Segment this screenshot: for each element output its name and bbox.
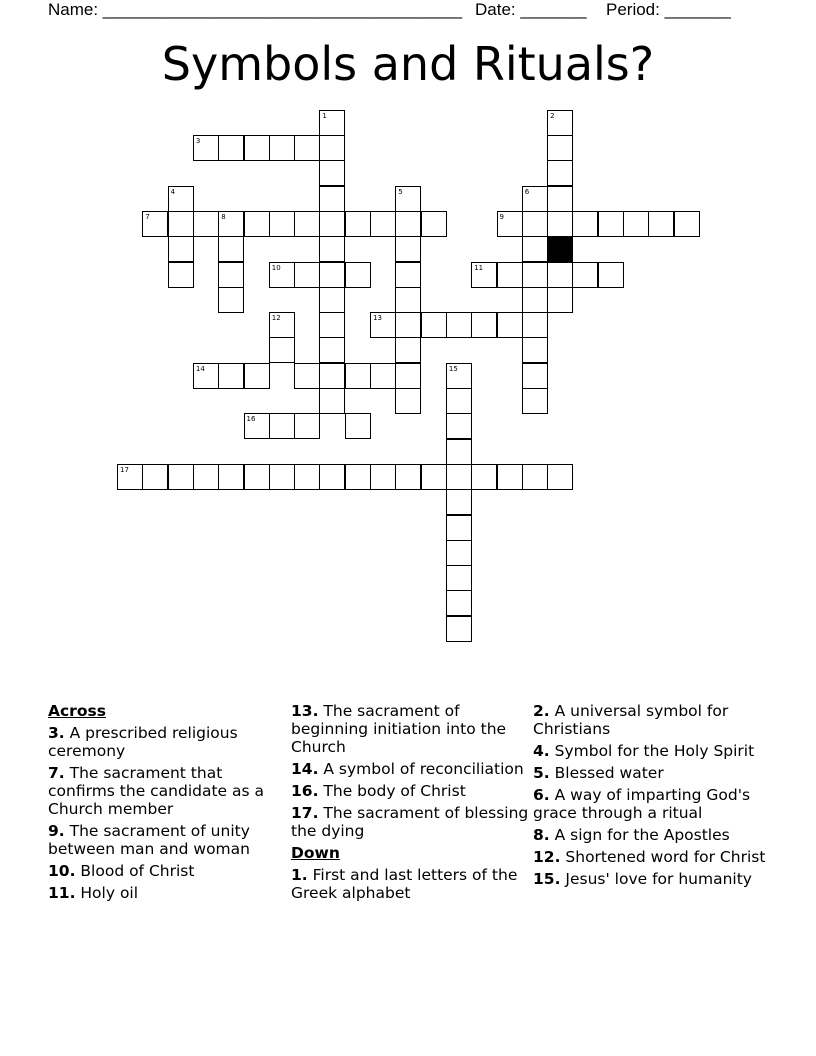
grid-cell[interactable] xyxy=(598,211,624,237)
clue-num: 5. xyxy=(533,764,550,782)
grid-cell[interactable] xyxy=(547,160,573,186)
grid-cell[interactable] xyxy=(269,211,295,237)
down-heading: Down xyxy=(291,844,340,862)
grid-cell[interactable] xyxy=(547,211,573,237)
clue-text: The body of Christ xyxy=(323,782,466,800)
clue-number: 15 xyxy=(448,364,458,373)
grid-cell[interactable] xyxy=(168,262,194,288)
grid-cell[interactable] xyxy=(244,464,270,490)
clue-item xyxy=(48,724,286,760)
grid-cell[interactable] xyxy=(319,464,345,490)
period-field[interactable]: Period: _______ xyxy=(606,0,731,19)
grid-cell[interactable] xyxy=(395,287,421,313)
grid-cell[interactable] xyxy=(218,211,244,237)
grid-cell[interactable] xyxy=(446,413,472,439)
grid-cell[interactable] xyxy=(319,211,345,237)
clue-num: 11. xyxy=(48,884,76,902)
grid-cell[interactable] xyxy=(446,590,472,616)
grid-cell[interactable] xyxy=(168,211,194,237)
grid-cell[interactable] xyxy=(294,464,320,490)
grid-cell[interactable] xyxy=(244,413,270,439)
grid-cell[interactable] xyxy=(421,211,447,237)
grid-cell[interactable] xyxy=(319,262,345,288)
clue-item xyxy=(533,764,773,782)
clue-num: 14. xyxy=(291,760,319,778)
grid-cell[interactable] xyxy=(547,464,573,490)
grid-cell[interactable] xyxy=(319,363,345,389)
grid-cell[interactable] xyxy=(497,464,523,490)
clue-text: A universal symbol for Christians xyxy=(533,702,729,738)
clue-number: 2 xyxy=(550,111,555,120)
grid-cell[interactable] xyxy=(522,388,548,414)
clues-column-3 xyxy=(533,702,773,892)
grid-cell[interactable] xyxy=(269,135,295,161)
grid-cell[interactable] xyxy=(623,211,649,237)
grid-cell[interactable] xyxy=(395,211,421,237)
grid-cell[interactable] xyxy=(421,312,447,338)
grid-cell[interactable] xyxy=(446,489,472,515)
grid-cell[interactable] xyxy=(370,211,396,237)
grid-cell[interactable] xyxy=(345,464,371,490)
grid-cell[interactable] xyxy=(142,464,168,490)
grid-cell[interactable] xyxy=(522,211,548,237)
grid-block xyxy=(547,236,573,262)
grid-cell[interactable] xyxy=(345,262,371,288)
clue-num: 3. xyxy=(48,724,65,742)
grid-cell[interactable] xyxy=(446,565,472,591)
grid-cell[interactable] xyxy=(319,236,345,262)
grid-cell[interactable] xyxy=(446,616,472,642)
grid-cell[interactable] xyxy=(294,262,320,288)
clue-number: 17 xyxy=(120,465,129,474)
grid-cell[interactable] xyxy=(168,464,194,490)
clue-num: 12. xyxy=(533,848,561,866)
clue-num: 2. xyxy=(533,702,550,720)
grid-cell[interactable] xyxy=(446,515,472,541)
clue-text: A sign for the Apostles xyxy=(554,826,730,844)
clue-number: 4 xyxy=(170,187,176,196)
clue-text: Jesus' love for humanity xyxy=(565,870,752,888)
grid-cell[interactable] xyxy=(395,312,421,338)
grid-cell[interactable] xyxy=(547,186,573,212)
grid-cell[interactable] xyxy=(572,211,598,237)
clue-text: Blood of Christ xyxy=(80,862,195,880)
grid-cell[interactable] xyxy=(319,312,345,338)
name-field[interactable]: Name: ______________________________________ xyxy=(48,0,463,19)
grid-cell[interactable] xyxy=(319,388,345,414)
grid-cell[interactable] xyxy=(117,464,143,490)
clue-number: 8 xyxy=(221,212,226,221)
grid-cell[interactable] xyxy=(471,312,497,338)
clue-item xyxy=(533,826,773,844)
clue-number: 13 xyxy=(373,314,382,323)
clue-num: 8. xyxy=(533,826,550,844)
clue-number: 9 xyxy=(499,212,504,221)
grid-cell[interactable] xyxy=(193,363,219,389)
grid-cell[interactable] xyxy=(522,262,548,288)
grid-cell[interactable] xyxy=(522,337,548,363)
clue-number: 12 xyxy=(271,314,281,323)
clue-num: 10. xyxy=(48,862,76,880)
clue-num: 13. xyxy=(291,702,319,720)
grid-cell[interactable] xyxy=(244,135,270,161)
grid-cell[interactable] xyxy=(446,388,472,414)
grid-cell[interactable] xyxy=(497,312,523,338)
grid-cell[interactable] xyxy=(547,135,573,161)
grid-cell[interactable] xyxy=(168,236,194,262)
grid-cell[interactable] xyxy=(244,211,270,237)
grid-cell[interactable] xyxy=(218,236,244,262)
clue-item xyxy=(48,764,286,818)
grid-cell[interactable] xyxy=(471,262,497,288)
grid-cell[interactable] xyxy=(648,211,674,237)
grid-cell[interactable] xyxy=(370,312,396,338)
grid-cell[interactable] xyxy=(294,413,320,439)
grid-cell[interactable] xyxy=(193,135,219,161)
grid-cell[interactable] xyxy=(218,135,244,161)
clue-item xyxy=(48,862,286,880)
clue-item xyxy=(291,760,529,778)
clue-num: 1. xyxy=(291,866,308,884)
clue-item xyxy=(533,848,773,866)
clue-num: 17. xyxy=(291,804,319,822)
grid-cell[interactable] xyxy=(319,337,345,363)
grid-cell[interactable] xyxy=(294,211,320,237)
grid-cell[interactable] xyxy=(142,211,168,237)
across-heading: Across xyxy=(48,702,106,720)
grid-cell[interactable] xyxy=(522,236,548,262)
clue-number: 5 xyxy=(398,187,403,196)
clue-num: 9. xyxy=(48,822,65,840)
grid-cell[interactable] xyxy=(522,186,548,212)
grid-cell[interactable] xyxy=(319,160,345,186)
grid-cell[interactable] xyxy=(572,262,598,288)
clue-text: The sacrament of unity between man and woman xyxy=(48,822,250,858)
clue-item xyxy=(533,870,773,888)
grid-cell[interactable] xyxy=(446,439,472,465)
clues-column-1 xyxy=(48,702,286,906)
grid-cell[interactable] xyxy=(294,135,320,161)
grid-cell[interactable] xyxy=(218,464,244,490)
clue-item xyxy=(533,786,773,822)
clue-item xyxy=(48,822,286,858)
grid-cell[interactable] xyxy=(522,464,548,490)
date-field[interactable]: Date: _______ xyxy=(475,0,587,19)
clue-text: Symbol for the Holy Spirit xyxy=(554,742,755,760)
grid-cell[interactable] xyxy=(345,211,371,237)
grid-cell[interactable] xyxy=(522,363,548,389)
grid-cell[interactable] xyxy=(446,363,472,389)
clue-number: 11 xyxy=(474,263,484,272)
clue-number: 1 xyxy=(322,111,327,120)
clue-text: Blessed water xyxy=(554,764,664,782)
grid-cell[interactable] xyxy=(319,186,345,212)
grid-cell[interactable] xyxy=(395,186,421,212)
grid-cell[interactable] xyxy=(395,262,421,288)
grid-cell[interactable] xyxy=(446,464,472,490)
clue-number: 7 xyxy=(145,212,150,221)
clue-number: 3 xyxy=(195,137,201,145)
clue-text: The sacrament of blessing the dying xyxy=(291,804,529,840)
grid-cell[interactable] xyxy=(218,262,244,288)
grid-cell[interactable] xyxy=(168,186,194,212)
clue-text: The sacrament that confirms the candidate as a Church member xyxy=(48,764,265,818)
grid-cell[interactable] xyxy=(395,388,421,414)
clue-text: Shortened word for Christ xyxy=(565,848,766,866)
clue-item xyxy=(291,702,529,756)
grid-cell[interactable] xyxy=(395,236,421,262)
clue-item xyxy=(533,702,773,738)
grid-cell[interactable] xyxy=(345,413,371,439)
clue-number: 10 xyxy=(271,263,281,272)
grid-cell[interactable] xyxy=(193,464,219,490)
clue-item xyxy=(533,742,773,760)
clue-num: 16. xyxy=(291,782,319,800)
grid-cell[interactable] xyxy=(244,363,270,389)
page-title: Symbols and Rituals? xyxy=(161,37,655,91)
grid-cell[interactable] xyxy=(319,287,345,313)
grid-cell[interactable] xyxy=(370,363,396,389)
grid-cell[interactable] xyxy=(547,262,573,288)
grid-cell[interactable] xyxy=(547,110,573,136)
grid-cell[interactable] xyxy=(370,464,396,490)
clues-column-2 xyxy=(291,702,529,906)
grid-cell[interactable] xyxy=(269,464,295,490)
grid-cell[interactable] xyxy=(471,464,497,490)
clue-num: 4. xyxy=(533,742,550,760)
clue-number: 6 xyxy=(524,187,530,196)
grid-cell[interactable] xyxy=(395,337,421,363)
clue-text: The sacrament of beginning initiation into the Church xyxy=(291,702,507,756)
grid-cell[interactable] xyxy=(319,110,345,136)
grid-cell[interactable] xyxy=(269,413,295,439)
clue-item xyxy=(291,782,529,800)
grid-cell[interactable] xyxy=(345,363,371,389)
clue-item xyxy=(48,884,286,902)
clue-item xyxy=(291,866,529,902)
grid-cell[interactable] xyxy=(294,363,320,389)
clue-text: A symbol of reconciliation xyxy=(323,760,524,778)
grid-cell[interactable] xyxy=(269,312,295,338)
clue-num: 15. xyxy=(533,870,561,888)
grid-cell[interactable] xyxy=(547,287,573,313)
clue-text: A prescribed religious ceremony xyxy=(48,724,238,760)
clue-num: 7. xyxy=(48,764,65,782)
grid-cell[interactable] xyxy=(218,363,244,389)
clue-item xyxy=(291,804,529,840)
grid-cell[interactable] xyxy=(497,262,523,288)
clue-text: A way of imparting God's grace through a ritual xyxy=(533,786,751,822)
clue-text: Holy oil xyxy=(80,884,139,902)
grid-cell[interactable] xyxy=(319,135,345,161)
grid-cell[interactable] xyxy=(269,262,295,288)
grid-cell[interactable] xyxy=(446,540,472,566)
clue-text: First and last letters of the Greek alphabet xyxy=(291,866,518,902)
grid-cell[interactable] xyxy=(269,337,295,363)
grid-cell[interactable] xyxy=(421,464,447,490)
grid-cell[interactable] xyxy=(598,262,624,288)
grid-cell[interactable] xyxy=(522,312,548,338)
grid-cell[interactable] xyxy=(395,464,421,490)
grid-cell[interactable] xyxy=(497,211,523,237)
grid-cell[interactable] xyxy=(522,287,548,313)
grid-cell[interactable] xyxy=(446,312,472,338)
clue-number: 14 xyxy=(195,364,205,373)
clue-num: 6. xyxy=(533,786,550,804)
grid-cell[interactable] xyxy=(674,211,700,237)
grid-cell[interactable] xyxy=(193,211,219,237)
grid-cell[interactable] xyxy=(218,287,244,313)
clue-number: 16 xyxy=(246,415,256,424)
grid-cell[interactable] xyxy=(395,363,421,389)
